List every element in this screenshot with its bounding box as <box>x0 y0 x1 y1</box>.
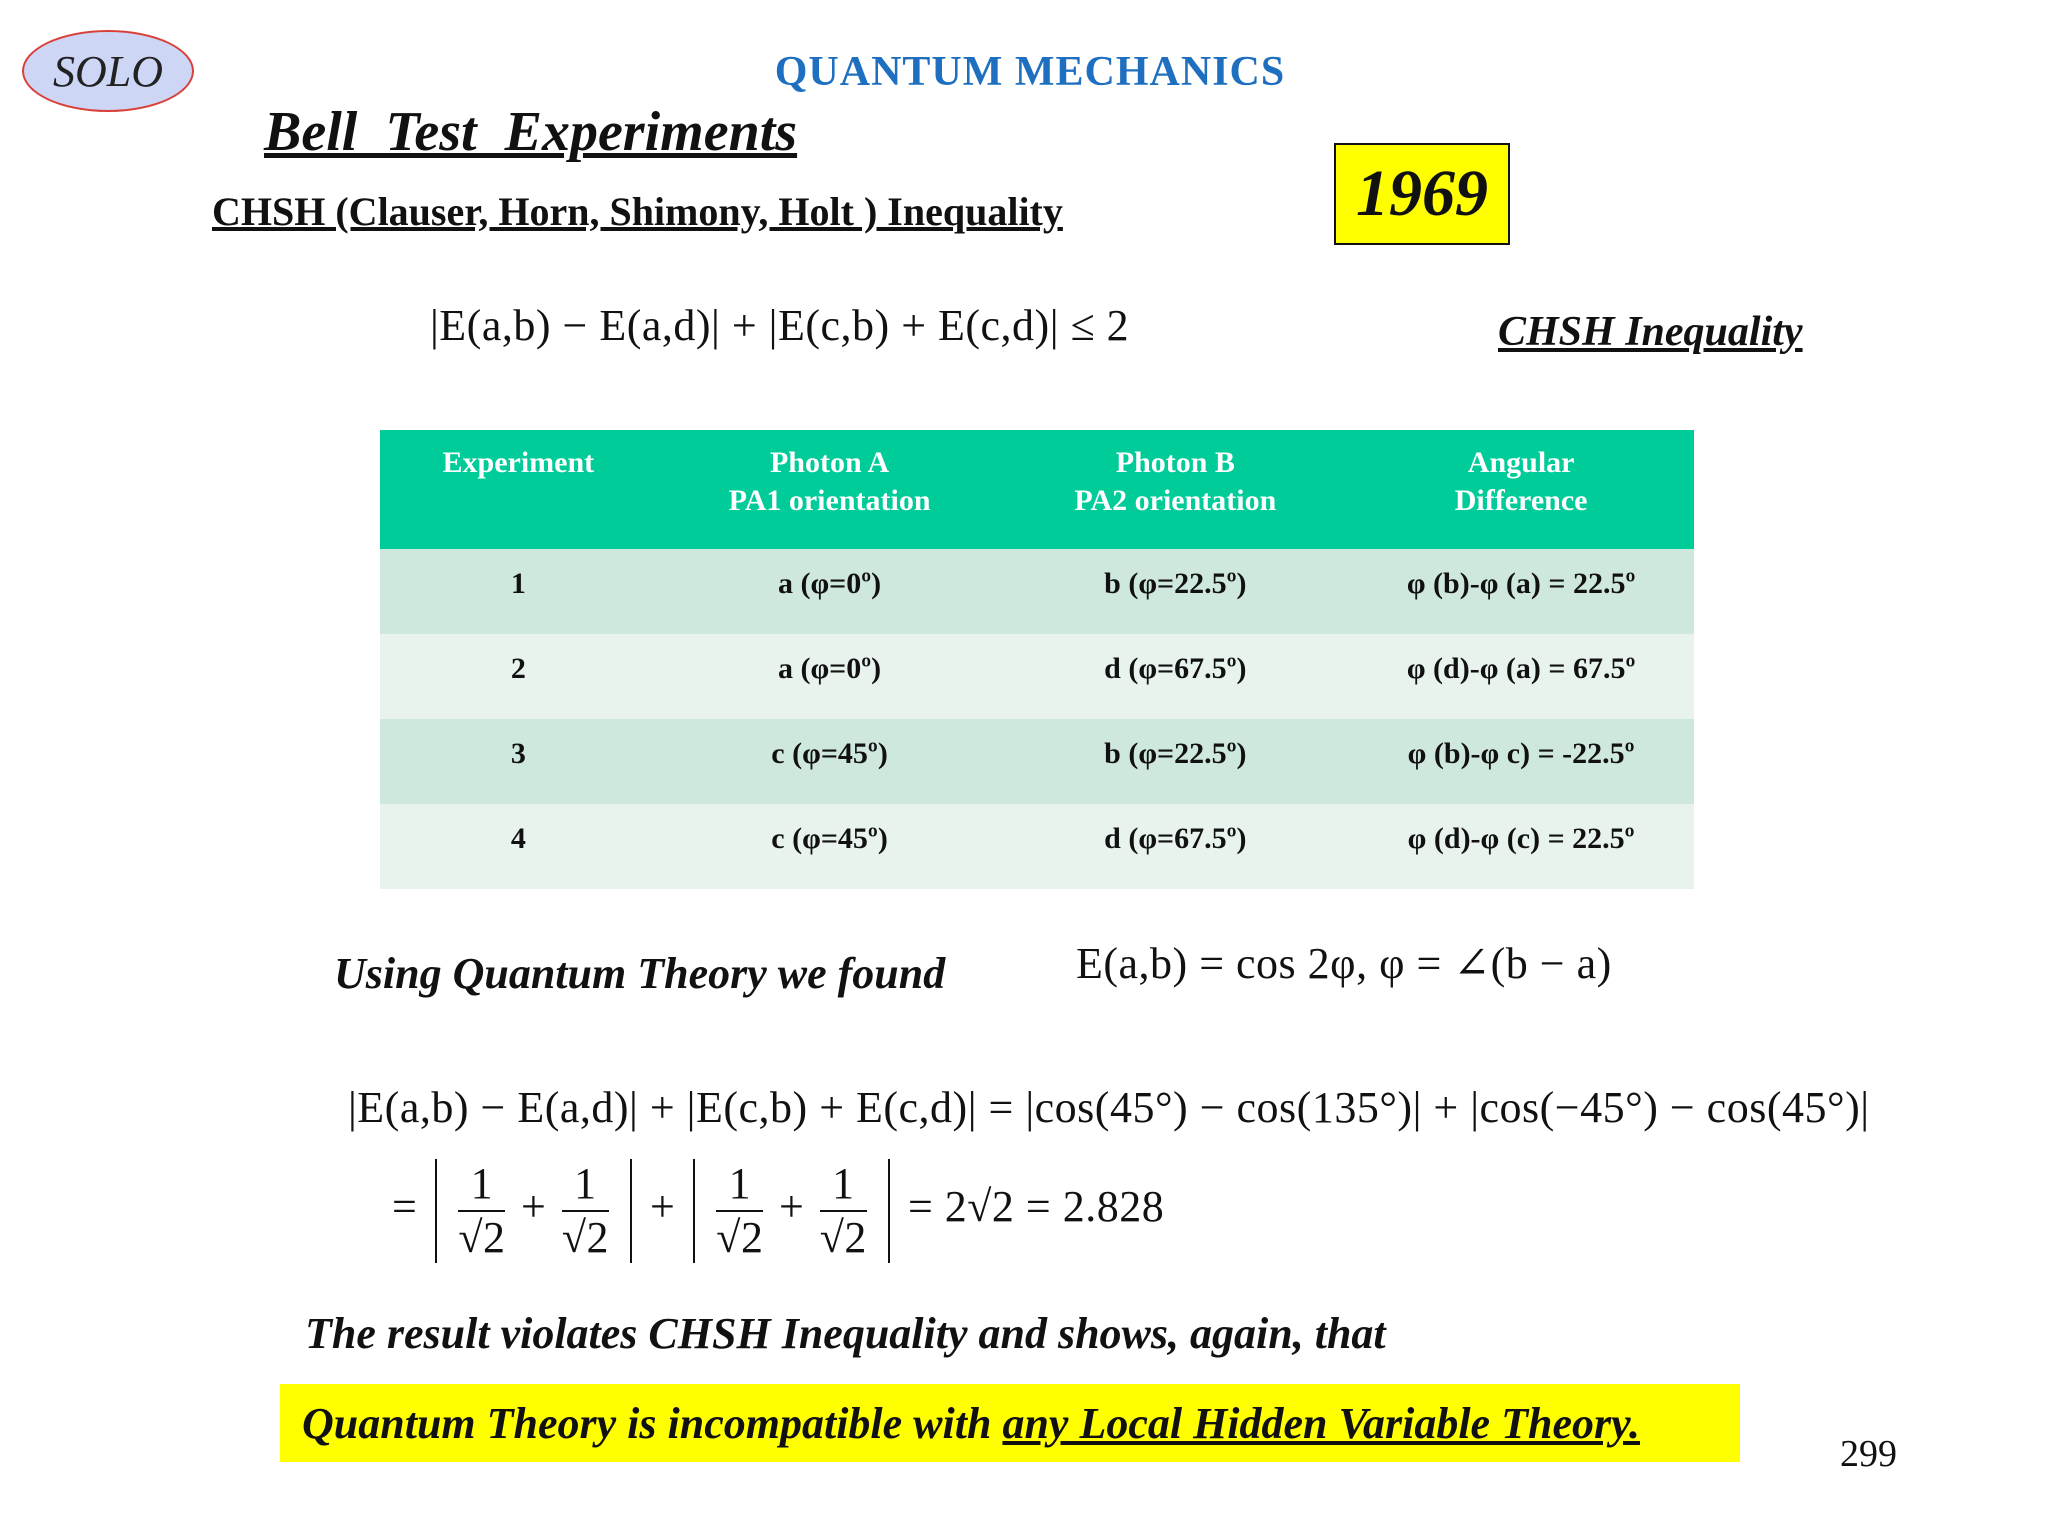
table-row <box>380 719 1694 804</box>
table-cell: a (φ=0º) <box>657 634 1003 719</box>
conclusion-highlight <box>280 1384 1740 1462</box>
conclusion-text: Quantum Theory is incompatible with <box>302 1398 992 1448</box>
using-quantum-theory-text: Using Quantum Theory we found <box>334 949 946 998</box>
correlation-equation: E(a,b) = cos 2φ, φ = ∠(b − a) <box>1076 939 1612 988</box>
table-cell: 1 <box>380 549 657 634</box>
plus-sign: + <box>778 1182 805 1232</box>
plus-sign: + <box>649 1182 676 1232</box>
abs-bar <box>630 1159 632 1263</box>
fraction: $\frac{1}{√2}$ <box>561 1159 609 1262</box>
table-row <box>380 634 1694 719</box>
header-title: QUANTUM MECHANICS <box>774 49 1286 95</box>
solo-logo <box>22 30 194 112</box>
table-cell: c (φ=45º) <box>657 719 1003 804</box>
conclusion-underlined-text: any Local Hidden Variable Theory. <box>1002 1398 1640 1448</box>
chsh-inequality-label: CHSH Inequality <box>1498 309 1803 355</box>
abs-bar <box>888 1159 890 1263</box>
equals-sign: = <box>392 1182 418 1232</box>
table-cell: b (φ=22.5º) <box>1002 549 1348 634</box>
chsh-result-equation <box>392 1158 1164 1264</box>
table-header-row <box>380 430 1694 549</box>
table-cell: c (φ=45º) <box>657 804 1003 889</box>
chsh-inequality-equation: |E(a,b) − E(a,d)| + |E(c,b) + E(c,d)| ≤ 2 <box>430 301 1130 350</box>
table-cell: φ (d)-φ (a) = 67.5º <box>1348 634 1694 719</box>
year-label: 1969 <box>1356 157 1488 230</box>
table-cell: 3 <box>380 719 657 804</box>
table-header-photon-b: Photon B PA2 orientation <box>1002 430 1348 549</box>
table-cell: d (φ=67.5º) <box>1002 804 1348 889</box>
result-statement: The result violates CHSH Inequality and shows, again, that <box>305 1309 1386 1358</box>
abs-bar <box>435 1159 437 1263</box>
fraction: $\frac{1}{√2}$ <box>458 1159 506 1262</box>
fraction: $\frac{1}{√2}$ <box>716 1159 764 1262</box>
slide-subtitle: CHSH (Clauser, Horn, Shimony, Holt ) Inequality <box>212 189 1063 234</box>
slide-title: Bell_Test_Experiments <box>264 101 798 163</box>
table-cell: a (φ=0º) <box>657 549 1003 634</box>
table-header-experiment: Experiment <box>380 430 657 549</box>
table-row <box>380 549 1694 634</box>
abs-bar <box>693 1159 695 1263</box>
table-cell: φ (d)-φ (c) = 22.5º <box>1348 804 1694 889</box>
experiment-table <box>380 430 1694 889</box>
table-header-angular-difference: Angular Difference <box>1348 430 1694 549</box>
table-cell: d (φ=67.5º) <box>1002 634 1348 719</box>
table-cell: b (φ=22.5º) <box>1002 719 1348 804</box>
table-cell: 4 <box>380 804 657 889</box>
table-cell: φ (b)-φ (a) = 22.5º <box>1348 549 1694 634</box>
table-cell: 2 <box>380 634 657 719</box>
chsh-evaluation-equation: |E(a,b) − E(a,d)| + |E(c,b) + E(c,d)| = |cos(45°) − cos(135°)| + |cos(−45°) − cos(45°)| <box>348 1083 1870 1132</box>
table-row <box>380 804 1694 889</box>
fraction: $\frac{1}{√2}$ <box>819 1159 867 1262</box>
result-value: = 2√2 = 2.828 <box>907 1182 1165 1232</box>
table-cell: φ (b)-φ c) = -22.5º <box>1348 719 1694 804</box>
table-header-photon-a: Photon A PA1 orientation <box>657 430 1003 549</box>
page-number: 299 <box>1840 1433 1897 1475</box>
logo-label: SOLO <box>52 46 164 96</box>
plus-sign: + <box>520 1182 547 1232</box>
year-box <box>1334 143 1510 245</box>
